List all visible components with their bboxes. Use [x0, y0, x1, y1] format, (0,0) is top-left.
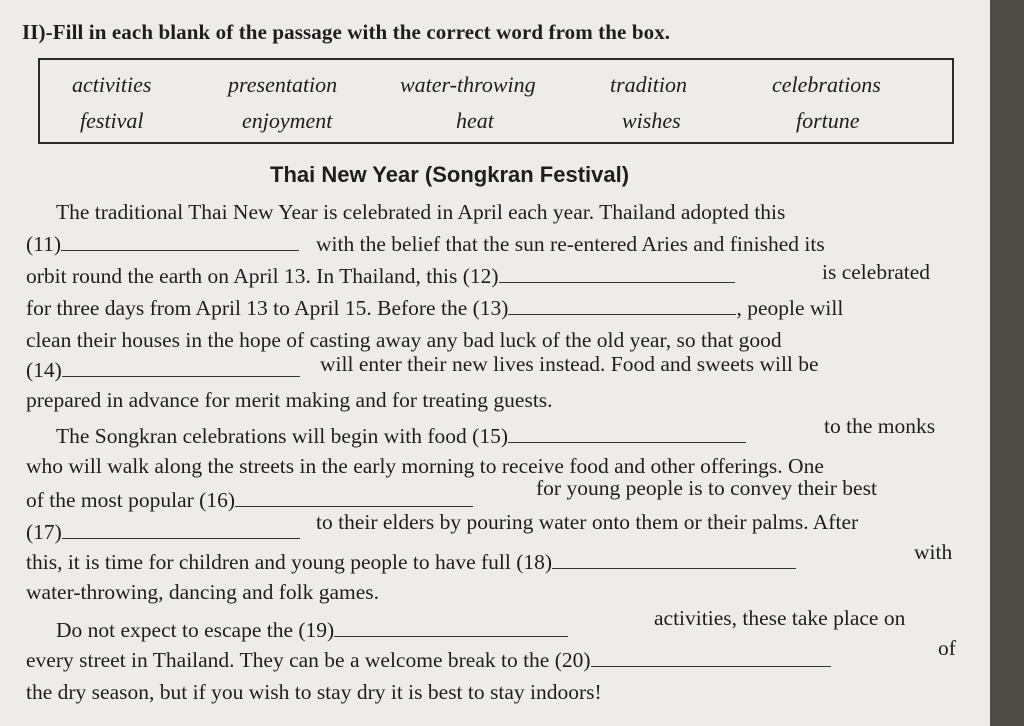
- word-box-item: enjoyment: [242, 108, 333, 133]
- passage-line: clean their houses in the hope of casting away any bad luck of the old year, so that good: [26, 328, 782, 352]
- question-number: (17): [26, 520, 62, 544]
- passage-line: is celebrated: [822, 260, 931, 284]
- passage-line: to their elders by pouring water onto them or their palms. After: [316, 510, 859, 534]
- passage-line: [26, 358, 300, 383]
- question-number: (11): [26, 232, 62, 256]
- passage-line: Do not expect to escape the (19): [56, 618, 568, 643]
- passage-line: [26, 232, 299, 257]
- passage-line: activities, these take place on: [654, 606, 906, 630]
- word-box-item: fortune: [796, 108, 860, 133]
- passage-line: The Songkran celebrations will begin with food (15): [56, 424, 746, 449]
- passage-line: this, it is time for children and young people to have full (18): [26, 550, 796, 575]
- question-number: (14): [26, 358, 62, 382]
- word-box-item: celebrations: [772, 72, 881, 97]
- word-box-item: presentation: [228, 72, 338, 97]
- passage-line: orbit round the earth on April 13. In Thailand, this (12): [26, 264, 735, 289]
- passage-line: will enter their new lives instead. Food and sweets will be: [320, 352, 819, 376]
- passage-line: for young people is to convey their best: [536, 476, 877, 500]
- passage-title: Thai New Year (Songkran Festival): [270, 162, 630, 187]
- passage-line: who will walk along the streets in the early morning to receive food and other offerings. One: [26, 454, 824, 478]
- answer-blank-16[interactable]: [235, 488, 473, 507]
- passage-line: The traditional Thai New Year is celebrated in April each year. Thailand adopted this: [56, 200, 786, 224]
- answer-blank-11[interactable]: [61, 232, 299, 251]
- answer-blank-12[interactable]: [499, 264, 735, 283]
- passage-line: of the most popular (16): [26, 488, 473, 513]
- word-box-item: heat: [456, 108, 494, 133]
- word-box-item: wishes: [622, 108, 681, 133]
- passage-line: with the belief that the sun re-entered Aries and finished its: [316, 232, 825, 256]
- exercise-instruction: II)-Fill in each blank of the passage with the correct word from the box.: [22, 20, 671, 44]
- passage-line: with: [914, 540, 953, 564]
- passage-line: water-throwing, dancing and folk games.: [26, 580, 380, 604]
- passage-line: [26, 520, 300, 545]
- word-box-item: festival: [80, 108, 144, 133]
- answer-blank-15[interactable]: [508, 424, 746, 443]
- passage-line: the dry season, but if you wish to stay dry it is best to stay indoors!: [26, 680, 602, 704]
- passage-line: of: [938, 636, 956, 660]
- answer-blank-14[interactable]: [62, 358, 300, 377]
- passage-line: prepared in advance for merit making and for treating guests.: [26, 388, 553, 412]
- answer-blank-13[interactable]: [508, 296, 736, 315]
- word-box: [38, 58, 954, 144]
- passage-line: to the monks: [824, 414, 936, 438]
- passage-line: every street in Thailand. They can be a welcome break to the (20): [26, 648, 831, 673]
- answer-blank-17[interactable]: [62, 520, 300, 539]
- answer-blank-20[interactable]: [591, 648, 831, 667]
- passage-line: for three days from April 13 to April 15. Before the (13) , people will: [26, 296, 844, 320]
- word-box-item: water-throwing: [400, 72, 536, 97]
- answer-blank-19[interactable]: [334, 618, 568, 637]
- answer-blank-18[interactable]: [552, 550, 796, 569]
- dark-background-edge: [990, 0, 1024, 726]
- word-box-item: activities: [72, 72, 152, 97]
- word-box-item: tradition: [610, 72, 688, 97]
